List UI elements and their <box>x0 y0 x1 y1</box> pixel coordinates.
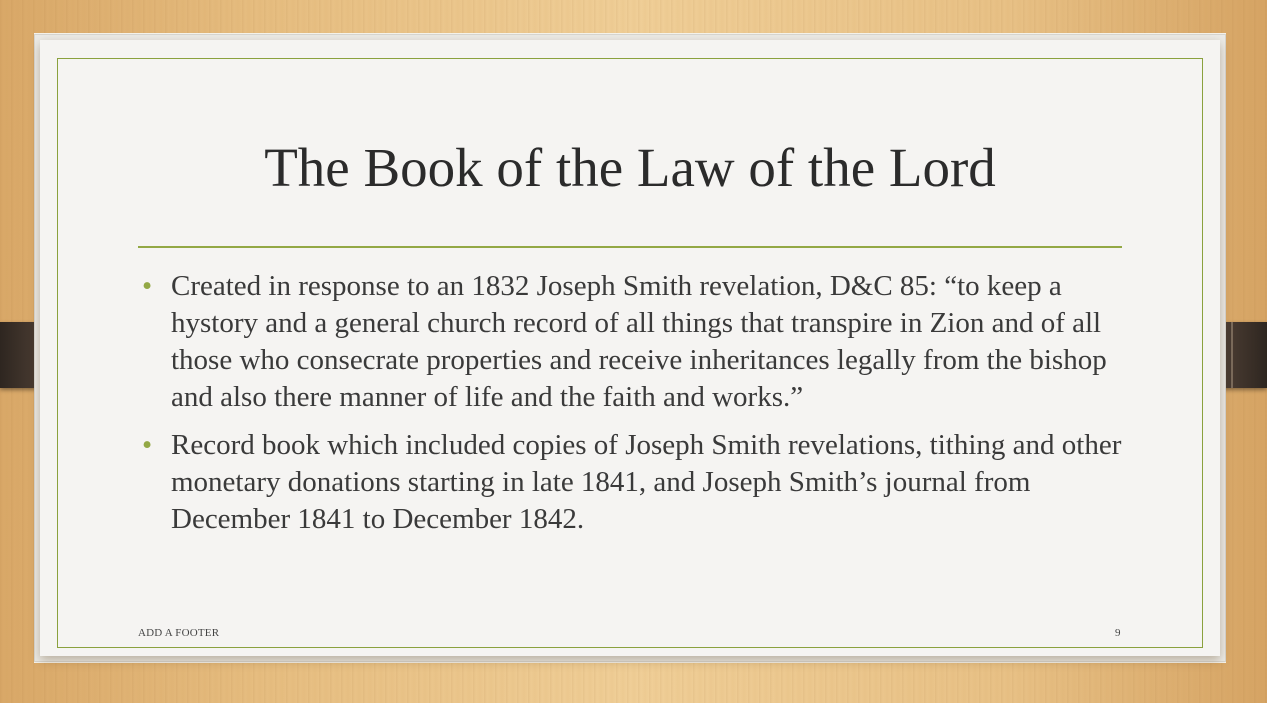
page-number: 9 <box>1115 627 1121 639</box>
slide-title: The Book of the Law of the Lord <box>264 137 996 198</box>
bullet-list <box>138 268 1128 549</box>
bullet-text: Record book which included copies of Joseph Smith revelations, tithing and other monetary donations starting in late 1841, and Joseph Smith’s journal from December 1841 to December 1842. <box>171 429 1122 535</box>
bullet-item <box>138 268 1128 416</box>
bullet-text: Created in response to an 1832 Joseph Smith revelation, D&C 85: “to keep a hystory and a general church record of all things that transpire in Zion and of all those who consecrate properties and receive inheritances legally from the bishop and also there manner of life and the faith and works.” <box>171 270 1107 413</box>
footer-text: ADD A FOOTER <box>138 627 220 639</box>
bullet-dot-icon: • <box>142 270 153 302</box>
title-divider <box>138 246 1122 248</box>
bullet-dot-icon: • <box>142 429 153 461</box>
slide <box>40 40 1220 656</box>
bullet-item <box>138 427 1128 538</box>
